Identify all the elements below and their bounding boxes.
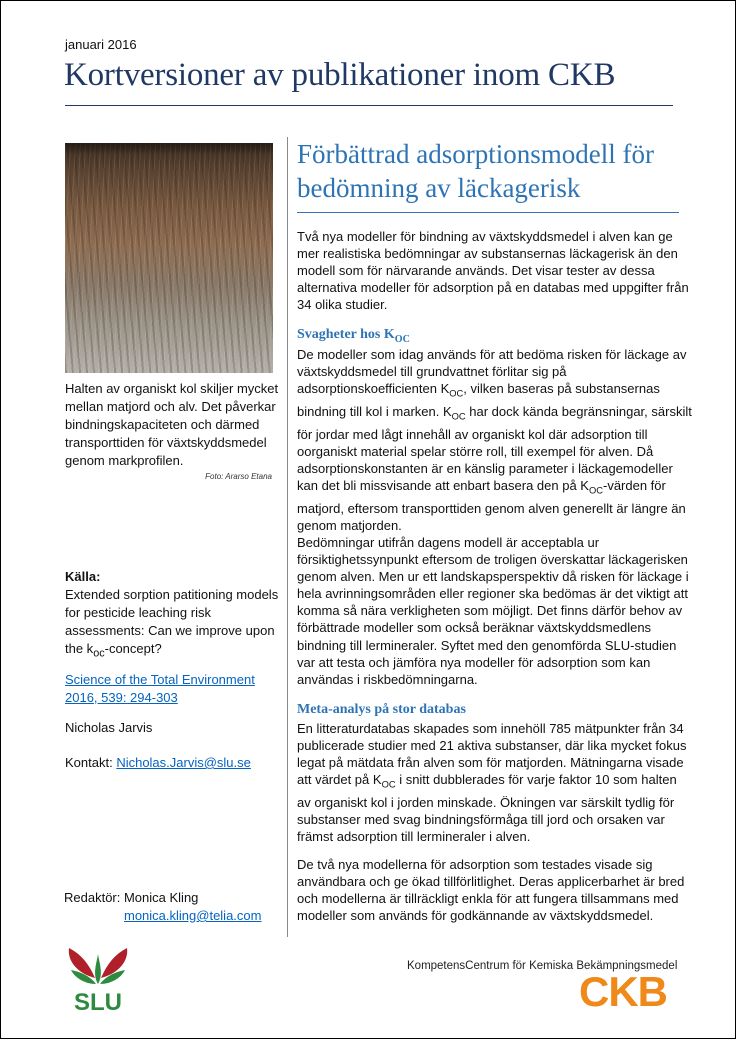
soil-profile-photo (65, 143, 273, 373)
section-meta-analysis-p1 (297, 720, 692, 845)
koc-sub: OC (588, 485, 603, 496)
author-name: Nicholas Jarvis (65, 720, 153, 735)
source-block (65, 568, 285, 663)
photo-caption: Halten av organiskt kol skiljer mycket mellan matjord och alv. Det påverkar bindningskapaciteten och därmed transporttiden för växtskyddsmedel genom markprofilen. (65, 381, 279, 468)
editor-email-link[interactable]: monica.kling@telia.com (124, 908, 262, 923)
body-paragraph: Bedömningar utifrån dagens modell är acceptabla ur försiktighetssynpunkt eftersom de troligen överskattar läckagerisken genom alven. Men ur ett landskapsperspektiv då risken för läckage i hela avrinningsområden eller regioner ska bedömas är det viktigt att komma så nära verkligheten som möjligt. Det finns därför behov av förbättrade modeller som också beräknar växtskyddsmedlens bindning till lermineraler. Syftet med den genomförda SLU-studien var att testa och jämföra nya modeller för adsorption som kan användas i riskbedömningarna. (297, 535, 689, 687)
text-run: i snitt dubblerades för varje faktor 10 som halten av organiskt kol i jorden minskade. Ökningen var särskilt tydlig för substanser med svag bindningsförmåga till jord och orsaken var främst adsorption till lermineraler i alven. (297, 772, 677, 845)
contact-line (65, 755, 251, 770)
body-paragraph (297, 720, 692, 845)
section-heading-text: Svagheter hos K (297, 327, 395, 342)
intro-paragraph: Två nya modeller för bindning av växtskyddsmedel i alven kan ge mer realistiska bedömningar av substansernas läckagerisk än den modell som för närvarande används. Det visar tester av dessa alternativa modeller för adsorption på en databas med uppgifter från 34 olika studier. (297, 229, 689, 313)
ckb-logo: CKB (579, 968, 667, 1015)
journal-link-line1[interactable]: Science of the Total Environment (65, 672, 255, 687)
page-title: Kortversioner av publikationer inom CKB (64, 57, 616, 93)
koc-sub: OC (449, 388, 464, 399)
article-intro (297, 228, 692, 313)
title-divider (65, 105, 673, 106)
koc-sub: OC (451, 411, 466, 422)
section-heading-meta-analysis: Meta-analys på stor databas (297, 702, 466, 717)
contact-email-link[interactable]: Nicholas.Jarvis@slu.se (116, 755, 251, 770)
section-heading-weaknesses (297, 327, 410, 345)
section-weaknesses-p2 (297, 534, 692, 688)
text-run: De modeller som idag används för att bedöma risken för läckage av växtskyddsmedel till grundvattnet förlitar sig på adsorptionskoefficienten K (297, 347, 687, 397)
body-paragraph (297, 346, 692, 534)
column-divider (287, 137, 288, 937)
publication-date: januari 2016 (65, 37, 137, 52)
slu-logo-stem (95, 954, 101, 984)
ckb-tagline: KompetensCentrum för Kemiska Bekämpningsmedel (407, 960, 678, 972)
source-citation-part: Extended sorption patitioning models for pesticide leaching risk assessments: Can we improve upon the k (65, 587, 279, 656)
section-heading-sub: OC (394, 333, 410, 345)
source-citation (65, 586, 285, 663)
text-run: En litteraturdatabas skapades som innehöll 785 mätpunkter från 34 publicerade studier med 21 aktiva substanser, där lika mycket fokus legat på mätdata från alven som för matjorden. Mätningarna visade att värdet på K (297, 721, 687, 788)
photo-credit: Foto: Ararso Etana (205, 472, 272, 481)
koc-sub: OC (381, 779, 396, 790)
journal-link-line2[interactable]: 2016, 539: 294-303 (65, 690, 178, 705)
text-run: har dock kända begränsningar, särskilt för jordar med lågt innehåll av organiskt kol där adsorption till oorganiskt material spelar större roll, till exempel för alven. Då adsorptionskonstanten är en känslig parameter i läckagemodeller kan det bli missvisande att enbart basera den på K (297, 403, 692, 493)
source-citation-sub: oc (93, 647, 105, 660)
text-run: -värden för matjord, eftersom transporttiden genom alven generellt är längre än genom matjorden. (297, 477, 686, 533)
section-weaknesses-p1 (297, 346, 692, 534)
text-run: , vilken baseras på substansernas bindning till kol i marken. K (297, 381, 660, 419)
section-meta-analysis-p2 (297, 856, 692, 924)
editor-label: Redaktör: Monica Kling (64, 890, 199, 905)
source-label: Källa: (65, 569, 101, 584)
journal-link[interactable] (65, 671, 285, 707)
body-paragraph: De två nya modellerna för adsorption som testades visade sig användbara och ge ökad tillförlitlighet. Deras applicerbarhet är bred och modellerna är tillräckligt enkla för att fungera tillsammans med modeller som används för godkännande av växtskyddsmedel. (297, 857, 685, 924)
slu-logo-text: SLU (74, 989, 122, 1014)
article-title-divider (297, 212, 679, 213)
article-title: Förbättrad adsorptionsmodell för bedömning av läckagerisk (297, 139, 654, 203)
source-citation-part: -concept? (104, 641, 162, 656)
contact-label: Kontakt: (65, 755, 117, 770)
slu-logo (59, 944, 137, 1014)
